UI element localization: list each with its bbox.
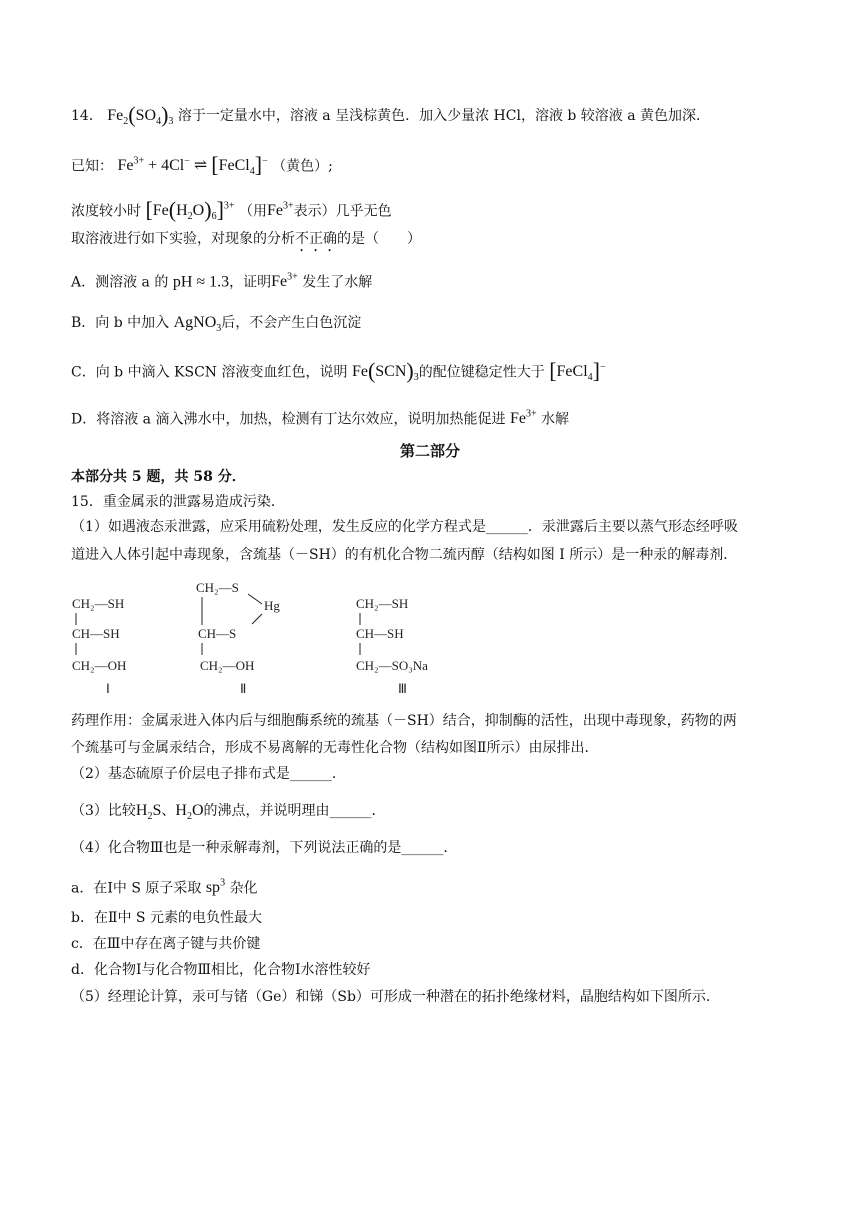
structure-iii-row3: CH₂—SO₃Na xyxy=(356,658,428,673)
structure-ii-row2: CH—S xyxy=(198,626,237,641)
structure-i-row3: CH₂—OH xyxy=(72,658,127,673)
q14-stem-line xyxy=(71,102,711,132)
structure-iii-drawing xyxy=(356,592,466,702)
opt-b-text1: B．向 b 中加入 xyxy=(71,315,170,331)
formula-h2o: $H_2O$ xyxy=(175,802,204,823)
formula-fe-h2o6: $[Fe(H_2O)_6]^{3+}$ xyxy=(145,197,235,223)
structure-i-row2: CH—SH xyxy=(72,626,120,641)
opt-b-text2: 后，不会产生白色沉淀 xyxy=(221,315,362,331)
choice-a-text2: 杂化 xyxy=(229,880,258,897)
structure-ii-row3: CH₂—OH xyxy=(200,658,255,673)
structure-iii-row2: CH—SH xyxy=(356,626,404,641)
opt-c-text2: 的配位键稳定性大于 xyxy=(418,364,545,381)
structure-iii-row1: CH₂—SH xyxy=(356,596,409,611)
structure-ii-label: Ⅱ xyxy=(240,681,247,696)
q15-part4: （4）化合物Ⅲ也是一种汞解毒剂，下列说法正确的是______． xyxy=(71,840,458,856)
dilute-suffix-a: （用 xyxy=(238,203,267,220)
q14-option-a xyxy=(71,268,372,292)
formula-fe-scn3: $Fe(SCN)_3$ xyxy=(351,358,419,384)
opt-c-text1: C．向 b 中滴入 KSCN 溶液变血红色，说明 xyxy=(71,364,348,381)
formula-fe3: $Fe^{3+}$ xyxy=(266,201,294,220)
p3-text1: （3）比较 xyxy=(71,803,136,819)
equilibrium-equation: $Fe^{3+} + 4Cl^-$ ⇌ [FeCl$_4$]− xyxy=(117,152,268,178)
ask-b: 的是（ ） xyxy=(337,231,421,247)
structure-ii-row1: CH₂—S xyxy=(196,580,239,595)
structure-i-row1: CH₂—SH xyxy=(72,596,125,611)
part2-title: 第二部分 xyxy=(399,442,460,460)
q15-choice-b: b．在Ⅱ中 S 元素的电负性最大 xyxy=(71,910,262,926)
p3-separator: 、 xyxy=(161,803,176,819)
opt-a-text2: ，证明 xyxy=(229,274,272,291)
dilute-suffix-b: 表示）几乎无色 xyxy=(293,203,392,220)
q15-choice-a xyxy=(71,874,258,898)
known-prefix: 已知： xyxy=(71,158,113,175)
q15-choice-d: d．化合物Ⅰ与化合物Ⅲ相比，化合物Ⅰ水溶性较好 xyxy=(71,962,371,978)
q14-option-b xyxy=(71,313,361,339)
formula-fe3-d: $Fe^{3+}$ xyxy=(509,409,537,428)
part2-intro: 本部分共 5 题，共 58 分． xyxy=(71,469,246,485)
q15-p1-line2: 道进入人体引起中毒现象，含巯基（－SH）的有机化合物二巯丙醇（结构如图 I 所示）是一种汞的解毒剂． xyxy=(71,547,738,563)
q14-option-c xyxy=(71,358,606,389)
known-suffix: （黄色）; xyxy=(272,158,333,175)
opt-d-text1: D．将溶液 a 滴入沸水中，加热，检测有丁达尔效应，说明加热能促进 xyxy=(71,411,506,428)
choice-a-text1: a．在Ⅰ中 S 原子采取 xyxy=(71,880,202,897)
structure-ii-hg: Hg xyxy=(264,598,280,613)
opt-a-text1: A．测溶液 a 的 xyxy=(71,274,169,291)
q14-option-d xyxy=(71,405,569,429)
q15-part2: （2）基态硫原子价层电子排布式是______． xyxy=(71,766,346,782)
q15-pharm-line2: 个巯基可与金属汞结合，形成不易离解的无毒性化合物（结构如图Ⅱ所示）由尿排出． xyxy=(71,740,599,756)
opt-d-text2: 水解 xyxy=(541,411,570,428)
structure-i-label: Ⅰ xyxy=(106,681,110,696)
formula-ph: pH ≈ 1.3 xyxy=(172,273,230,291)
q15-choice-c: c．在Ⅲ中存在离子键与共价键 xyxy=(71,936,261,952)
q15-stem: 15．重金属汞的泄露易造成污染． xyxy=(71,494,285,510)
q14-stem-text: 溶于一定量水中，溶液 a 呈浅棕黄色．加入少量浓 HCl，溶液 b 较溶液 a 黄色加深． xyxy=(177,108,711,124)
formula-sp3: $sp^3$ xyxy=(205,878,226,897)
structure-ii xyxy=(196,576,306,706)
q14-number: 14． xyxy=(71,108,103,124)
ask-a: 取溶液进行如下实验，对现象的分析 xyxy=(71,231,295,247)
ask-emphasis: 不正确 xyxy=(295,231,337,247)
formula-fe2so43: $Fe_2(SO_4)_3$ xyxy=(107,102,174,128)
q15-p1-line1: （1）如遇液态汞泄露，应采用硫粉处理，发生反应的化学方程式是______．汞泄露后主要以蒸气形态经呼吸 xyxy=(71,519,738,535)
formula-fe3-a: $Fe^{3+}$ xyxy=(271,272,298,291)
formula-agno3: AgNO$_3$ xyxy=(173,314,222,335)
structure-i-drawing xyxy=(72,592,162,702)
q14-known-line xyxy=(71,152,333,183)
structure-iii-label: Ⅲ xyxy=(398,681,407,696)
formula-fecl4: [FeCl$_4$]− xyxy=(549,358,606,384)
p3-text2: 的沸点，并说明理由______． xyxy=(203,803,386,819)
formula-h2s: $H_2S$ xyxy=(135,802,162,823)
q15-pharm-line1: 药理作用：金属汞进入体内后与细胞酶系统的巯基（－SH）结合，抑制酶的活性，出现中毒现象，药物的两 xyxy=(71,713,737,729)
q15-part3 xyxy=(71,801,386,827)
structure-ii-drawing xyxy=(196,576,306,702)
opt-a-text3: 发生了水解 xyxy=(302,274,373,291)
dilute-prefix: 浓度较小时 xyxy=(71,203,141,220)
q14-dilute-line xyxy=(71,197,392,228)
q15-part5: （5）经理论计算，汞可与锗（Ge）和锑（Sb）可形成一种潜在的拓扑绝缘材料，晶胞结构如下图所示． xyxy=(71,989,720,1005)
structure-i xyxy=(72,592,162,706)
structure-iii xyxy=(356,592,466,706)
q14-ask-line xyxy=(71,229,421,255)
